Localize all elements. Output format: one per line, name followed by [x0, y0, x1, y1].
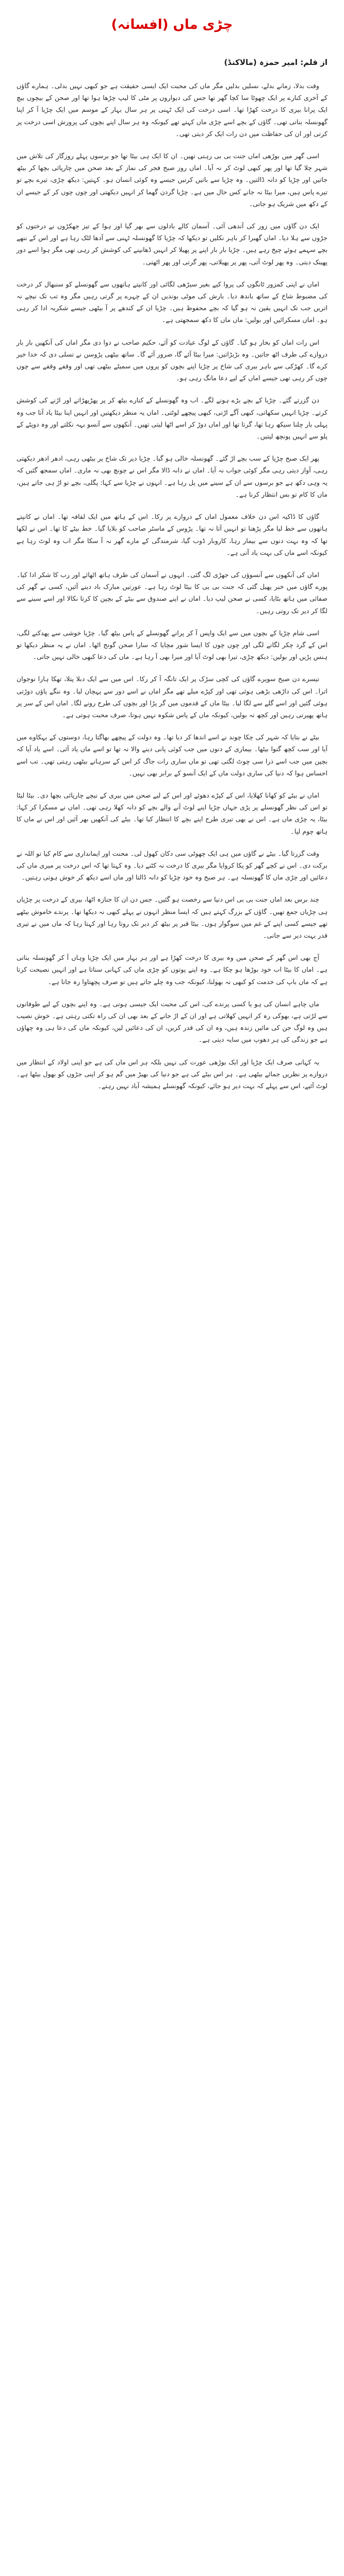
- article-paragraph: آج بھی اس گھر کے صحن میں وہ بیری کا درخت کھڑا ہے اور ہر بہار میں ایک چڑیا وہاں آ کر گھونسلہ بناتی ہے۔ اماں کا بیٹا اب خود بوڑھا ہو چکا ہے۔ وہ اپنے پوتوں کو چڑی ماں کی کہانی سناتا ہے اور انہیں نصیحت کرتا ہے کہ ماں باپ کی خدمت کو کبھی نہ بھولنا، کیونکہ جب وہ چلے جاتے ہیں تو صرف پچھتاوا رہ جاتا ہے۔: [17, 954, 327, 986]
- article-paragraph: دن گزرتے گئے۔ چڑیا کے بچے بڑے ہونے لگے۔ اب وہ گھونسلے کے کنارے بیٹھ کر پر پھڑپھڑاتے اور اڑنے کی کوشش کرتے۔ چڑیا انہیں سکھاتی، کبھی آگے اڑتی، کبھی پیچھے لوٹتی۔ اماں یہ منظر دیکھتیں اور انہیں اپنا بیٹا یاد آتا جب وہ پہلی بار چلنا سیکھ رہا تھا، گرتا تھا اور اماں دوڑ کر اسے اٹھا لیتی تھیں۔ آنکھوں سے آنسو بہہ نکلتے اور وہ دوپٹے کے پلو سے انہیں پونچھ لیتیں۔: [17, 396, 327, 440]
- article-body: [17, 80, 327, 1102]
- article-byline: از قلم: امیر حمزہ (مالاکنڈ): [224, 58, 327, 67]
- article-paragraph: وقت بدلا، زمانے بدلے، نسلیں بدلیں مگر ماں کی محبت ایک ایسی حقیقت ہے جو کبھی نہیں بدلی۔ ہمارے گاؤں کے آخری کنارے پر ایک چھوٹا سا کچا گھر تھا جس کی دیواروں پر مٹی کا لیپ چڑھا ہوا تھا اور صحن کے بیچوں بیچ ایک پرانا بیری کا درخت کھڑا تھا۔ اسی درخت کی ایک ٹہنی پر ہر سال بہار کے موسم میں ایک چڑیا آ کر اپنا گھونسلہ بناتی تھی۔ گاؤں کے بچے اسے چڑی ماں کہتے تھے کیونکہ وہ ہر سال اپنے بچوں کی پرورش اسی درخت پر کرتی اور ان کی حفاظت میں دن رات ایک کر دیتی تھی۔: [17, 82, 327, 138]
- article-paragraph: تیسرے دن صبح سویرے گاؤں کی کچی سڑک پر ایک تانگہ آ کر رکا۔ اس میں سے ایک دبلا پتلا، تھکا ہارا نوجوان اترا۔ اس کی داڑھی بڑھی ہوئی تھی اور کپڑے میلے تھے مگر اماں نے اسے دور سے پہچان لیا۔ وہ ننگے پاؤں دوڑتی ہوئی گئیں اور اسے گلے سے لگا لیا۔ بیٹا ماں کے قدموں میں گر پڑا اور بچوں کی طرح رونے لگا۔ اماں اس کے سر پر ہاتھ پھیرتی رہیں اور کچھ نہ بولیں، کیونکہ ماں کے پاس شکوہ نہیں ہوتا، صرف محبت ہوتی ہے۔: [17, 675, 327, 719]
- article-paragraph: ماں چاہے انسان کی ہو یا کسی پرندے کی، اس کی محبت ایک جیسی ہوتی ہے۔ وہ اپنے بچوں کے لیے طوفانوں سے لڑتی ہے، بھوکی رہ کر انہیں کھلاتی ہے اور ان کے اڑ جانے کے بعد بھی ان کی راہ تکتی رہتی ہے۔ خوش نصیب ہیں وہ لوگ جن کی مائیں زندہ ہیں، وہ ان کی قدر کریں، ان کی دعائیں لیں، کیونکہ ماں کی دعا ہی وہ چھاؤں ہے جو زندگی کی ہر دھوپ میں سایہ دیتی ہے۔: [17, 999, 327, 1044]
- article-paragraph: پھر ایک صبح چڑیا کے سب بچے اڑ گئے۔ گھونسلہ خالی ہو گیا۔ چڑیا دیر تک شاخ پر بیٹھی رہی، ادھر ادھر دیکھتی رہی، آواز دیتی رہی مگر کوئی جواب نہ آیا۔ اماں نے دانہ ڈالا مگر اس نے چونچ بھی نہ ماری۔ اماں سمجھ گئیں کہ یہ وہی دکھ ہے جو برسوں سے ان کے سینے میں پل رہا ہے۔ انہوں نے چڑیا سے کہا: پگلی، بچے تو اڑ ہی جاتے ہیں، ماں کا کام تو بس انتظار کرنا ہے۔: [17, 454, 327, 498]
- article-paragraph: وقت گزرتا گیا۔ بیٹے نے گاؤں میں ہی ایک چھوٹی سی دکان کھول لی۔ محنت اور ایمانداری سے کام کیا تو اللہ نے برکت دی۔ اس نے کچے گھر کو پکا کروایا مگر بیری کا درخت نہ کٹنے دیا۔ وہ کہتا تھا کہ اس درخت پر میری ماں کی دعائیں اور چڑی ماں کا گھونسلہ ہے۔ ہر صبح وہ خود چڑیا کو دانہ ڈالتا اور ماں اسے دیکھ کر خوش ہوتی رہتیں۔: [17, 849, 327, 882]
- article-title: چڑی ماں (افسانہ): [111, 17, 233, 32]
- article-paragraph: اماں نے اپنی کمزور ٹانگوں کی پروا کیے بغیر سیڑھی لگائی اور کانپتے ہاتھوں سے گھونسلے کو سنبھال کر درخت کی مضبوط شاخ کے ساتھ باندھ دیا۔ بارش کی موٹی بوندیں ان کے چہرے پر گرتی رہیں مگر وہ تب تک نیچے نہ اتریں جب تک انہیں یقین نہ ہو گیا کہ بچے محفوظ ہیں۔ چڑیا ان کے کندھے پر آ بیٹھی جیسے شکریہ ادا کر رہی ہو۔ اماں مسکرائیں اور بولیں: ماں ماں کا دکھ سمجھتی ہے۔: [17, 280, 327, 324]
- article-paragraph: اسی گھر میں بوڑھی اماں جنت بی بی رہتی تھیں۔ ان کا ایک ہی بیٹا تھا جو برسوں پہلے روزگار کی تلاش میں شہر چلا گیا تھا اور پھر کبھی لوٹ کر نہ آیا۔ اماں روز صبح فجر کی نماز کے بعد صحن میں چارپائی بچھا کر بیٹھ جاتیں اور چڑیا کو دانہ ڈالتیں۔ وہ چڑیا سے باتیں کرتیں جیسے وہ کوئی انسان ہو۔ کہتیں: دیکھ چڑی، تیرے بچے تو تیرے پاس ہیں، میرا بیٹا نہ جانے کس حال میں ہے۔ چڑیا گردن گھما کر انہیں دیکھتی اور چوں چوں کر کے جیسے ان کے دکھ میں شریک ہو جاتی۔: [17, 152, 327, 208]
- article-paragraph: اماں کی آنکھوں سے آنسوؤں کی جھڑی لگ گئی۔ انہوں نے آسمان کی طرف ہاتھ اٹھائے اور رب کا شکر ادا کیا۔ پورے گاؤں میں خبر پھیل گئی کہ جنت بی بی کا بیٹا لوٹ رہا ہے۔ عورتیں مبارک باد دینے آئیں، کسی نے گھر کی صفائی میں ہاتھ بٹایا، کسی نے صحن لیپ دیا۔ اماں نے اپنے صندوق سے بیٹے کے بچپن کا کرتا نکالا اور اسے سینے سے لگا کر دیر تک روتی رہیں۔: [17, 570, 327, 615]
- article-paragraph: گاؤں کا ڈاکیہ اس دن خلاف معمول اماں کے دروازے پر رکا۔ اس کے ہاتھ میں ایک لفافہ تھا۔ اماں نے کانپتے ہاتھوں سے خط لیا مگر پڑھنا تو انہیں آتا نہ تھا۔ پڑوس کے ماسٹر صاحب کو بلایا گیا۔ خط بیٹے کا تھا۔ اس نے لکھا تھا کہ وہ بہت دنوں سے بیمار رہا، کاروبار ڈوب گیا، شرمندگی کے مارے گھر نہ آ سکا مگر اب وہ لوٹ رہا ہے کیونکہ اسے ماں کی بہت یاد آتی ہے۔: [17, 513, 327, 556]
- article-paragraph: ایک دن گاؤں میں زور کی آندھی آئی۔ آسمان کالے بادلوں سے بھر گیا اور ہوا کے تیز جھکڑوں نے درختوں کو جڑوں سے ہلا دیا۔ اماں گھبرا کر باہر نکلیں تو دیکھا کہ چڑیا کا گھونسلہ ٹہنی سے آدھا لٹک رہا ہے اور اس کے ننھے بچے سہمے ہوئے چیخ رہے ہیں۔ چڑیا بار بار اپنے پر پھیلا کر انہیں ڈھانپنے کی کوشش کر رہی تھی مگر ہوا اسے دور پھینک دیتی۔ وہ پھر لوٹ آتی، پھر پر پھیلاتی، پھر گرتی اور پھر اٹھتی۔: [17, 222, 327, 266]
- article-paragraph: بیٹے نے بتایا کہ شہر کی چکا چوند نے اسے اندھا کر دیا تھا۔ وہ دولت کے پیچھے بھاگتا رہا، دوستوں کے بہکاوے میں آیا اور سب کچھ گنوا بیٹھا۔ بیماری کے دنوں میں جب کوئی پانی دینے والا نہ تھا تو اسے ماں یاد آئی۔ اسے یاد آیا کہ بچپن میں جب اسے ذرا سی چوٹ لگتی تھی تو ماں ساری رات جاگ کر اس کے سرہانے بیٹھی رہتی تھی۔ تب اسے احساس ہوا کہ دنیا کی ساری دولت ماں کے ایک آنسو کے برابر بھی نہیں۔: [17, 733, 327, 777]
- article-paragraph: اماں نے بیٹے کو کھانا کھلایا، اس کے کپڑے دھوئے اور اس کے لیے صحن میں بیری کے نیچے چارپائی بچھا دی۔ بیٹا لیٹا تو اس کی نظر گھونسلے پر پڑی جہاں چڑیا اپنے لوٹ آنے والے بچے کو دانہ کھلا رہی تھی۔ اماں نے مسکرا کر کہا: بیٹا، یہ چڑی ماں ہے۔ اس نے بھی تیری طرح اپنے بچے کا انتظار کیا تھا۔ بیٹے کی آنکھیں بھر آئیں اور اس نے ماں کا ہاتھ چوم لیا۔: [17, 791, 327, 835]
- article-paragraph: اسی شام چڑیا کے بچوں میں سے ایک واپس آ کر پرانے گھونسلے کے پاس بیٹھ گیا۔ چڑیا خوشی سے پھدکنے لگی، اس کے گرد چکر لگانے لگی اور چوں چوں کا ایسا شور مچایا کہ سارا صحن گونج اٹھا۔ اماں نے یہ منظر دیکھا تو ہنس پڑیں اور بولیں: دیکھ چڑی، تیرا بھی لوٹ آیا اور میرا بھی آ رہا ہے۔ ماں کی دعا کبھی خالی نہیں جاتی۔: [17, 629, 327, 661]
- article-paragraph: یہ کہانی صرف ایک چڑیا اور ایک بوڑھی عورت کی نہیں بلکہ ہر اس ماں کی ہے جو اپنی اولاد کے انتظار میں دروازے پر نظریں جمائے بیٹھی ہے۔ ہر اس بیٹے کی ہے جو دنیا کی بھیڑ میں گم ہو کر اپنی جڑوں کو بھول بیٹھا ہے۔ لوٹ آئیے، اس سے پہلے کہ بہت دیر ہو جائے، کیونکہ گھونسلے ہمیشہ آباد نہیں رہتے۔: [17, 1058, 327, 1090]
- article-paragraph: اس رات اماں کو بخار ہو گیا۔ گاؤں کے لوگ عیادت کو آئے، حکیم صاحب نے دوا دی مگر اماں کی آنکھیں بار بار دروازے کی طرف اٹھ جاتیں۔ وہ بڑبڑاتیں: میرا بیٹا آئے گا، ضرور آئے گا۔ ساتھ بیٹھی پڑوسن نے تسلی دی کہ خدا خیر کرے گا۔ کھڑکی سے باہر بیری کی شاخ پر چڑیا اپنے بچوں کو پروں میں سمیٹے بیٹھی تھی اور وقفے وقفے سے چوں چوں کر رہی تھی جیسے اماں کے لیے دعا مانگ رہی ہو۔: [17, 338, 327, 382]
- article-paragraph: چند برس بعد اماں جنت بی بی اس دنیا سے رخصت ہو گئیں۔ جس دن ان کا جنازہ اٹھا، بیری کے درخت پر چڑیاں ہی چڑیاں جمع تھیں۔ گاؤں کے بزرگ کہتے ہیں کہ ایسا منظر انہوں نے پہلے کبھی نہ دیکھا تھا۔ پرندے خاموش بیٹھے تھے جیسے کسی اپنے کے غم میں سوگوار ہوں۔ بیٹا قبر پر بیٹھ کر دیر تک روتا رہا اور کہتا رہا کہ ماں میں نے تیری قدر بہت دیر سے جانی۔: [17, 895, 327, 939]
